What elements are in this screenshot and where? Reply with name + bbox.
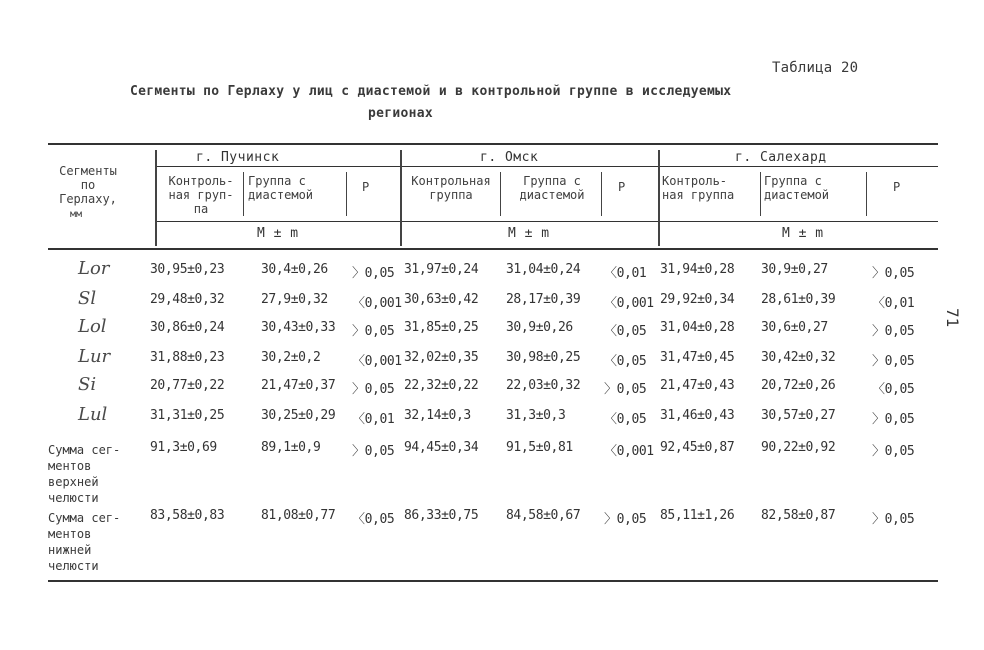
p-value-cell: 〈0,001	[352, 354, 402, 369]
row-label: Сумма сег- ментов верхней челюсти	[48, 443, 121, 505]
row-label: Lor	[78, 258, 110, 279]
mean-cell: 89,1±0,9	[261, 440, 321, 455]
mean-cell: 31,31±0,25	[150, 408, 225, 423]
mean-cell: 32,02±0,35	[404, 350, 479, 365]
mean-cell: 91,5±0,81	[506, 440, 573, 455]
header-mm-3: М ± m	[782, 226, 824, 241]
mean-cell: 31,3±0,3	[506, 408, 566, 423]
p-value-cell: 〉0,05	[604, 512, 647, 527]
divider-col-1	[155, 150, 157, 246]
header-mm-1: М ± m	[257, 226, 299, 241]
mean-cell: 85,11±1,26	[660, 508, 735, 523]
table-bottom-rule	[48, 580, 938, 582]
mean-cell: 86,33±0,75	[404, 508, 479, 523]
header-bottom-rule	[48, 248, 938, 250]
divider-col-2	[400, 150, 402, 246]
table-top-rule	[48, 143, 938, 145]
table-caption: Таблица 20	[772, 60, 859, 76]
mean-cell: 20,72±0,26	[761, 378, 836, 393]
header-control-3: Контроль- ная группа	[662, 174, 735, 202]
mean-cell: 29,48±0,32	[150, 292, 225, 307]
header-diastema-3: Группа с диастемой	[764, 174, 830, 202]
mean-cell: 82,58±0,87	[761, 508, 836, 523]
mean-cell: 81,08±0,77	[261, 508, 336, 523]
mean-cell: 31,85±0,25	[404, 320, 479, 335]
mean-cell: 22,32±0,22	[404, 378, 479, 393]
mean-cell: 31,88±0,23	[150, 350, 225, 365]
mean-cell: 31,47±0,45	[660, 350, 735, 365]
mean-cell: 83,58±0,83	[150, 508, 225, 523]
header-unit: мм	[70, 209, 83, 220]
header-diastema-2: Группа с диастемой	[519, 174, 585, 202]
mean-cell: 22,03±0,32	[506, 378, 581, 393]
row-label: Sl	[78, 288, 97, 309]
p-value-cell: 〈0,05	[604, 354, 647, 369]
mean-cell: 30,2±0,2	[261, 350, 321, 365]
mean-cell: 30,42±0,32	[761, 350, 836, 365]
p-value-cell: 〈0,001	[604, 296, 654, 311]
row-label: Lul	[78, 404, 108, 425]
row-label: Lur	[78, 346, 111, 367]
mean-cell: 30,98±0,25	[506, 350, 581, 365]
mean-cell: 30,95±0,23	[150, 262, 225, 277]
p-value-cell: 〉0,05	[352, 266, 395, 281]
mean-cell: 27,9±0,32	[261, 292, 328, 307]
mean-cell: 30,63±0,42	[404, 292, 479, 307]
divider-sub-3a	[760, 172, 761, 216]
mean-cell: 31,97±0,24	[404, 262, 479, 277]
mean-cell: 31,46±0,43	[660, 408, 735, 423]
header-city-rule	[156, 166, 938, 167]
header-p-1: Р	[362, 180, 370, 194]
mean-cell: 20,77±0,22	[150, 378, 225, 393]
p-value-cell: 〉0,05	[872, 412, 915, 427]
p-value-cell: 〈0,05	[604, 412, 647, 427]
p-value-cell: 〉0,05	[872, 444, 915, 459]
header-city-2: г. Омск	[480, 150, 539, 165]
header-segments: Сегменты по Герлаху,	[59, 164, 117, 206]
p-value-cell: 〉0,05	[872, 354, 915, 369]
mean-cell: 94,45±0,34	[404, 440, 479, 455]
mean-cell: 30,9±0,26	[506, 320, 573, 335]
header-control-1: Контроль- ная груп- па	[168, 174, 234, 216]
p-value-cell: 〉0,05	[872, 324, 915, 339]
p-value-cell: 〉0,05	[352, 444, 395, 459]
p-value-cell: 〈0,05	[352, 512, 395, 527]
header-control-2: Контрольная группа	[411, 174, 491, 202]
mean-cell: 29,92±0,34	[660, 292, 735, 307]
mean-cell: 30,25±0,29	[261, 408, 336, 423]
p-value-cell: 〈0,001	[352, 296, 402, 311]
p-value-cell: 〉0,05	[352, 382, 395, 397]
p-value-cell: 〈0,01	[352, 412, 395, 427]
mean-cell: 30,6±0,27	[761, 320, 828, 335]
mean-cell: 91,3±0,69	[150, 440, 217, 455]
mean-cell: 32,14±0,3	[404, 408, 471, 423]
header-city-3: г. Салехард	[735, 150, 827, 165]
mean-cell: 30,43±0,33	[261, 320, 336, 335]
mean-cell: 30,57±0,27	[761, 408, 836, 423]
p-value-cell: 〈0,05	[604, 324, 647, 339]
p-value-cell: 〉0,05	[352, 324, 395, 339]
header-diastema-1: Группа с диастемой	[248, 174, 314, 202]
mean-cell: 31,94±0,28	[660, 262, 735, 277]
mean-cell: 84,58±0,67	[506, 508, 581, 523]
mean-cell: 21,47±0,43	[660, 378, 735, 393]
p-value-cell: 〈0,01	[872, 296, 915, 311]
p-value-cell: 〉0,05	[872, 512, 915, 527]
mean-cell: 28,61±0,39	[761, 292, 836, 307]
mean-cell: 21,47±0,37	[261, 378, 336, 393]
header-p-2: Р	[618, 180, 626, 194]
mean-cell: 90,22±0,92	[761, 440, 836, 455]
divider-sub-3b	[866, 172, 867, 216]
mean-cell: 30,86±0,24	[150, 320, 225, 335]
divider-col-3	[658, 150, 660, 246]
row-label: Si	[78, 374, 97, 395]
header-p-3: Р	[893, 180, 901, 194]
p-value-cell: 〉0,05	[872, 266, 915, 281]
divider-sub-2b	[601, 172, 602, 216]
mean-cell: 28,17±0,39	[506, 292, 581, 307]
mean-cell: 31,04±0,28	[660, 320, 735, 335]
p-value-cell: 〈0,01	[604, 266, 647, 281]
divider-sub-1a	[243, 172, 244, 216]
mean-cell: 92,45±0,87	[660, 440, 735, 455]
table-title-line-1: Сегменты по Герлаху у лиц с диастемой и в контрольной группе в исследуемых	[130, 84, 732, 99]
divider-sub-1b	[346, 172, 347, 216]
divider-sub-2a	[500, 172, 501, 216]
table-title-line-2: регионах	[368, 106, 434, 121]
header-city-1: г. Пучинск	[196, 150, 280, 165]
p-value-cell: 〈0,001	[604, 444, 654, 459]
mean-cell: 30,4±0,26	[261, 262, 328, 277]
row-label: Lol	[78, 316, 107, 337]
header-mm-2: М ± m	[508, 226, 550, 241]
row-label: Сумма сег- ментов нижней челюсти	[48, 511, 121, 573]
page-number: 71	[943, 308, 962, 328]
header-subcol-rule	[156, 221, 938, 222]
mean-cell: 31,04±0,24	[506, 262, 581, 277]
p-value-cell: 〈0,05	[872, 382, 915, 397]
p-value-cell: 〉0,05	[604, 382, 647, 397]
mean-cell: 30,9±0,27	[761, 262, 828, 277]
